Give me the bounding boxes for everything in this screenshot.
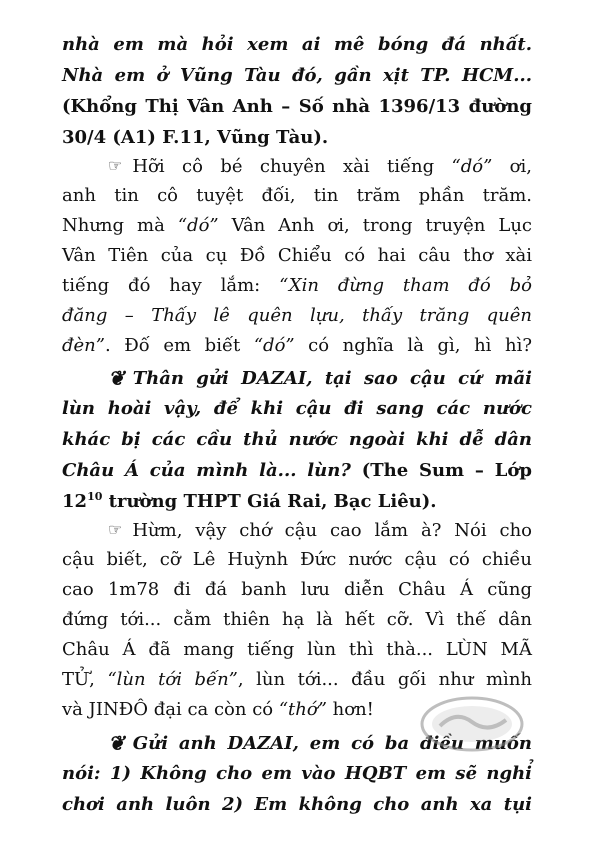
- question-line: [62, 394, 532, 424]
- text: tiếng đó hay lắm:: [62, 275, 280, 296]
- text: khác bị các cầu thủ nước ngoài khi dễ dân: [62, 429, 532, 450]
- answer-line: [62, 635, 532, 665]
- heart-face-icon: ❦: [108, 731, 125, 755]
- text: Nhà em ở Vũng Tàu đó, gần xịt TP. HCM...: [62, 65, 532, 86]
- quoted-word: “dó”: [451, 156, 493, 177]
- text: nhà em mà hỏi xem ai mê bóng đá nhất.: [62, 34, 532, 55]
- text: Vân Anh ơi, trong truyện Lục: [218, 215, 533, 236]
- quoted-word: “dó”: [253, 335, 295, 356]
- answer-line: [62, 271, 532, 301]
- text: Vân Tiên của cụ Đồ Chiểu có hai câu thơ xài: [62, 245, 532, 266]
- quoted-word: “thớ”: [278, 699, 327, 720]
- heart-face-icon: ❦: [108, 366, 125, 390]
- text: 12: [62, 491, 88, 512]
- question-line: [62, 456, 532, 486]
- answer-line: [62, 211, 532, 241]
- sender-text: (The Sum – Lớp: [350, 460, 532, 481]
- text: cao 1m78 đi đá banh lưu diễn Châu Á cũng: [62, 579, 532, 600]
- quoted-verse: đăng – Thấy lê quên lựu, thấy trăng quên: [62, 305, 532, 326]
- text: hơn!: [326, 699, 374, 720]
- text: Thân gửi DAZAI, tại sao cậu cứ mãi: [132, 368, 532, 389]
- watermark-stamp-icon: [418, 692, 526, 756]
- answer-line: [62, 515, 532, 545]
- text: trường THPT Giá Rai, Bạc Liêu).: [102, 491, 437, 512]
- letter-line: [62, 30, 532, 60]
- text: lùn hoài vậy, để khi cậu đi sang các nước: [62, 398, 532, 419]
- answer-line: [62, 301, 532, 331]
- answer-line: [62, 151, 532, 181]
- text: (Khổng Thị Vân Anh – Số nhà 1396/13 đường: [62, 96, 532, 117]
- question-line: [62, 363, 532, 393]
- text: Nhưng mà: [62, 215, 178, 236]
- answer-line: [62, 241, 532, 271]
- pointing-hand-icon: ☞: [108, 520, 123, 539]
- text: TỬ,: [62, 669, 108, 690]
- question-line: [62, 790, 532, 820]
- quoted-verse: “Xin đừng tham đó bỏ: [279, 275, 532, 296]
- quoted-word: “dó”: [177, 215, 219, 236]
- text: có nghĩa là gì, hì hì?: [294, 335, 532, 356]
- text: anh tin cô tuyệt đối, tin trăm phần trăm.: [62, 185, 532, 206]
- text: . Đố em biết: [104, 335, 254, 356]
- superscript: 10: [87, 490, 103, 503]
- text: ơi,: [492, 156, 532, 177]
- sender-line: [62, 92, 532, 122]
- text: Hỡi cô bé chuyên xài tiếng: [132, 156, 452, 177]
- text: cậu biết, cỡ Lê Huỳnh Đức nước cậu có chiều: [62, 549, 532, 570]
- sender-line: [62, 123, 532, 153]
- text: đứng tới... cằm thiên hạ là hết cỡ. Vì thế dân: [62, 609, 532, 630]
- text: Châu Á đã mang tiếng lùn thì thà... LÙN MÃ: [62, 639, 532, 660]
- answer-line: [62, 575, 532, 605]
- sender-line: [62, 487, 532, 517]
- text: nói: 1) Không cho em vào HQBT em sẽ nghỉ: [62, 763, 532, 784]
- text: Gửi anh DAZAI, em có ba điều muốn: [132, 733, 532, 754]
- letter-line: [62, 61, 532, 91]
- question-line: [62, 425, 532, 455]
- text: Châu Á của mình là... lùn?: [62, 460, 351, 481]
- text: chơi anh luôn 2) Em không cho anh xa tụi: [62, 794, 532, 815]
- quoted-verse: đèn”: [62, 335, 105, 356]
- answer-line: [62, 545, 532, 575]
- text: 30/4 (A1) F.11, Vũng Tàu).: [62, 127, 329, 148]
- answer-line: [62, 605, 532, 635]
- question-line: [62, 759, 532, 789]
- quoted-phrase: “lùn tới bến”: [107, 669, 238, 690]
- text: Hừm, vậy chớ cậu cao lắm à? Nói cho: [132, 520, 532, 541]
- answer-line: [62, 665, 532, 695]
- text: và JINĐÔ đại ca còn có: [62, 699, 279, 720]
- answer-line: [62, 331, 532, 361]
- pointing-hand-icon: ☞: [108, 156, 123, 175]
- text: , lùn tới... đầu gối như mình: [237, 669, 532, 690]
- answer-line: [62, 181, 532, 211]
